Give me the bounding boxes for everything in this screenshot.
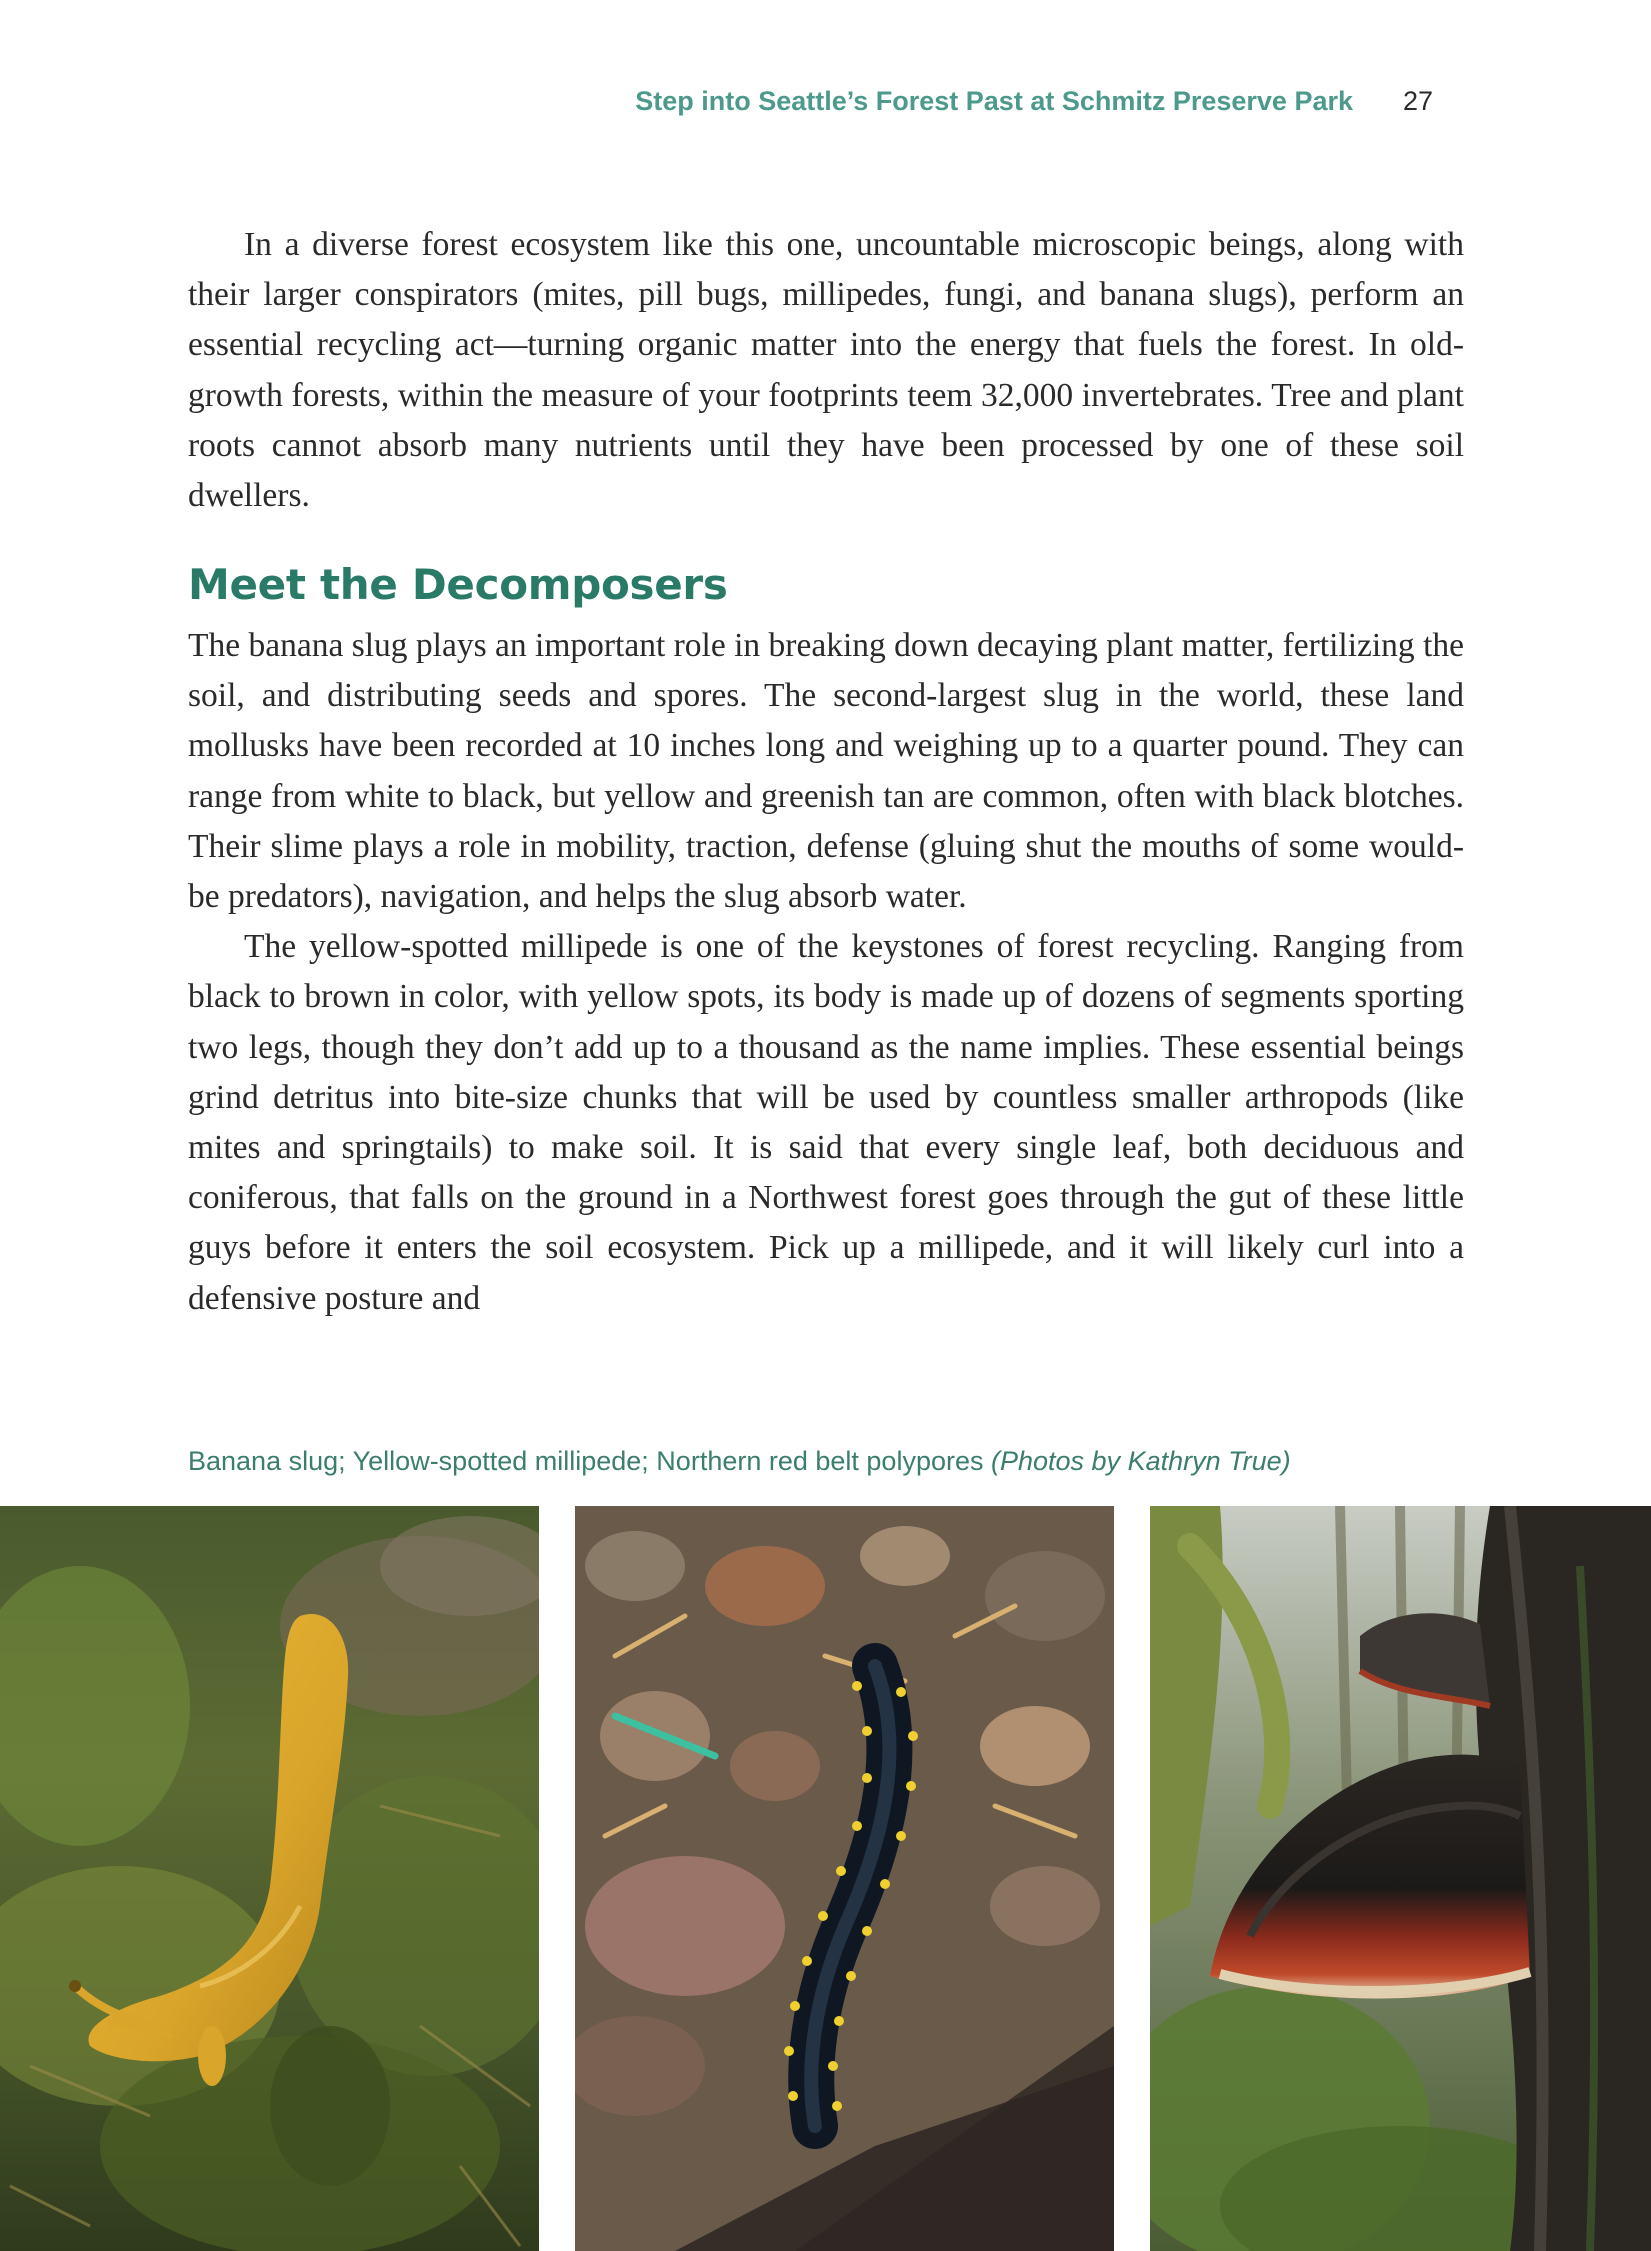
page-number: 27	[1403, 86, 1434, 116]
polypore-image	[1150, 1506, 1651, 2251]
photo-banana-slug	[0, 1506, 539, 2251]
millipede-image	[575, 1506, 1114, 2251]
photo-caption	[188, 1446, 1464, 1477]
photo-red-belt-polypores	[1150, 1506, 1651, 2251]
paragraph-millipede: The yellow-spotted millipede is one of the keystones of forest recycling. Ranging from black to brown in color, with yellow spots, its body is made up of dozens of segments sporting two legs, though they don’t add up to a thousand as the name implies. These essential beings grind detritus into bite-size chunks that will be used by countless smaller arthropods (like mites and springtails) to make soil. It is said that every single leaf, both deciduous and coniferous, that falls on the ground in a Northwest forest goes through the gut of these little guys before it enters the soil ecosystem. Pick up a millipede, and it will likely curl into a defensive posture and	[188, 928, 1464, 1317]
caption-credit: (Photos by Kathryn True)	[991, 1446, 1291, 1476]
banana-slug-image	[0, 1506, 539, 2251]
intro-paragraph: In a diverse forest ecosystem like this one, uncountable microscopic beings, along with their larger conspirators (mites, pill bugs, millipedes, fungi, and banana slugs), perform an essential recycling act—turning organic matter into the energy that fuels the forest. In old-growth forests, within the measure of your footprints teem 32,000 invertebrates. Tree and plant roots cannot absorb many nutrients until they have been processed by one of these soil dwellers.	[188, 226, 1464, 515]
section-body	[188, 621, 1464, 1324]
section-heading: Meet the Decomposers	[188, 560, 728, 609]
intro-text	[188, 220, 1464, 521]
caption-subjects: Banana slug; Yellow-spotted millipede; Northern red belt polypores	[188, 1446, 991, 1476]
photo-yellow-spotted-millipede	[575, 1506, 1114, 2251]
paragraph-banana-slug: The banana slug plays an important role in breaking down decaying plant matter, fertilizing the soil, and distributing seeds and spores. The second-largest slug in the world, these land mollusks have been recorded at 10 inches long and weighing up to a quarter pound. They can range from white to black, but yellow and greenish tan are common, often with black blotches. Their slime plays a role in mobility, traction, defense (gluing shut the mouths of some would-be predators), navigation, and helps the slug absorb water.	[188, 627, 1464, 916]
running-head-title: Step into Seattle’s Forest Past at Schmitz Preserve Park	[635, 86, 1353, 116]
